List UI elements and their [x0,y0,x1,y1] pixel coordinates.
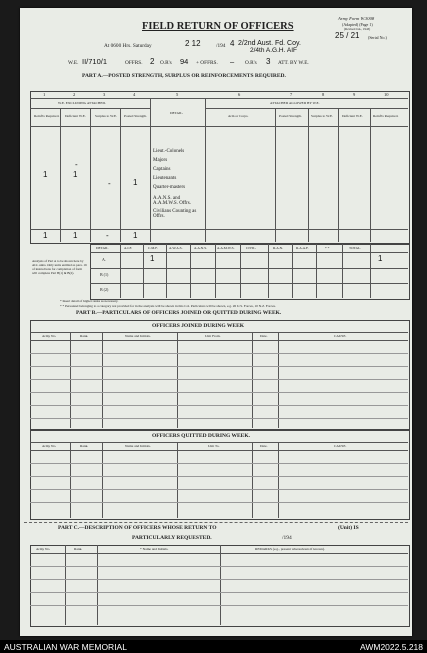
col-deficient-left: Deficient W.E. [65,114,86,118]
archive-footer [0,640,427,653]
col-num-10: 10 [384,92,389,97]
total-col3: - [106,231,109,240]
joined-col-name: Name and Initials. [125,334,151,338]
quit-col-cause: CAUSE. [334,444,347,448]
quitted-title: OFFICERS QUITTED DURING WEEK. [152,433,250,439]
an-col-ran: R.A.N. [273,246,284,250]
hw-col3: - [108,179,111,188]
an-row-a: A. [102,257,106,262]
note-1: * Insert detail of higher ranks as necessary. [60,299,119,303]
footer-institution: AUSTRALIAN WAR MEMORIAL [4,642,127,652]
col-num-9: 9 [353,92,356,97]
col-surplus-left: Surplus to W.E. [95,114,117,118]
hw-col1: 1 [43,170,48,179]
col-reinf-right: Reinf'ts Required. [373,114,399,118]
joined-col-cause: CAUSE. [334,334,347,338]
c-col-name: * Name and Initials. [140,547,169,551]
col-num-7: 7 [290,92,293,97]
col-deficient-right: Deficient W.E. [342,114,363,118]
col-posted-left: Posted Strength. [124,114,147,118]
note-2: * * Personnel belonging to a category not provided for in the analysis will be shown in this Col. Particulars will be shown, e.g. 26 U.S. Forces, 10 N.Z. Forces. [60,304,276,308]
offrs-label: OFFRS. [125,60,143,66]
total-col2: 1 [73,231,78,240]
total-col1: 1 [43,231,48,240]
rank-lt-col: Lieut.-Colonels [153,149,185,154]
c-col-armyno: Army No. [36,547,51,551]
joined-col-unit: Unit From. [205,334,221,338]
col-num-8: 8 [322,92,325,97]
plus-offrs-label: + OFFRS. [196,60,218,66]
an-col-other: * * [325,246,330,250]
plus-ors-label: O.R's [245,60,257,66]
col-num-2: 2 [73,92,76,97]
part-c-title-3: PARTICULARLY REQUESTED. [132,535,212,541]
joined-title: OFFICERS JOINED DURING WEEK [152,323,245,329]
an-col-aamws: A.A.M.W.S. [217,246,235,250]
rank-civilians: Civilians Counting as Offrs. [153,209,197,219]
col-num-1: 1 [43,92,46,97]
an-col-total: TOTAL. [349,246,362,250]
ors-handwritten: 94 [180,57,189,66]
unit-handwritten-1: 2/2nd Aust. Fd. Coy. [238,40,301,47]
form-ref-2: (Adapted) (Page 1) [342,22,373,27]
unit-handwritten-2: 2/4th A.G.H. AIF [250,47,297,54]
rank-qm: Quarter-masters [153,185,186,190]
part-c-title-2: (Unit) IS [338,525,359,531]
we-excluding-header: W.E. EXCLUDING ATTACHED. [58,101,106,105]
c-col-remarks: REMARKS (e.g., present whereabouts if known). [255,547,325,551]
year-prefix: /194 [216,43,226,49]
form-title: FIELD RETURN OF OFFICERS [142,21,294,32]
footer-accession: AWM2022.5.218 [360,642,423,652]
joined-col-date: Date. [260,334,268,338]
col-num-4: 4 [133,92,136,97]
part-a-title: PART A.—POSTED STRENGTH, SURPLUS OR REINFORCEMENTS REQUIRED. [82,73,286,79]
form-page [20,8,412,636]
col-reinf-left: Reinf'ts Required. [34,114,60,118]
col-num-3: 3 [103,92,106,97]
quit-col-name: Name and Initials. [125,444,151,448]
we-handwritten: II/710/1 [82,57,108,66]
attached-allowed-header: ATTACHED ALLOWED BY W.E. [270,101,320,105]
year-handwritten: 4 [230,39,235,48]
rank-majors: Majors [153,158,168,163]
form-ref-1: Army Form W.3008 [338,16,375,21]
rank-lieutenants: Lieutenants [153,176,177,181]
rank-captains: Captains [153,167,171,172]
col-arm-corps: Arm or Corps. [228,114,249,118]
joined-col-armyno: Army No. [42,334,57,338]
we-label: W.E. [68,60,79,66]
date-handwritten: 2 12 [185,39,201,48]
hw-col2-dash: - [75,160,78,169]
analysis-note: Analysis of Part A to be shown here by ALL units. Only units entitled as para. 16 of instructions for completion of form will complete Part B(1) & B(2). [32,259,87,275]
col-num-6: 6 [238,92,241,97]
form-ref-3: (Revised Jan., 1943) [344,27,371,31]
quit-col-rank: Rank. [80,444,89,448]
quit-col-date: Date. [260,444,268,448]
col-surplus-right: Surplus to W.E. [311,114,333,118]
part-c-title-1: PART C.—DESCRIPTION OF OFFICERS WHOSE RETURN TO [58,525,217,531]
an-col-aif: A.I.F. [124,246,132,250]
ors-label: O.R's [160,60,172,66]
hw-col4: 1 [133,178,138,187]
part-c-date: /194 [282,535,292,541]
an-col-cmf: C.M.F. [148,246,158,250]
rank-aans: A.A.N.S. and A.A.M.W.S. Offrs. [153,196,191,206]
an-row-b1: B (1) [100,272,109,277]
an-row-b2: B (2) [100,287,109,292]
an-col-detail: DETAIL [96,246,109,250]
col-posted-right: Posted Strength. [279,114,302,118]
an-total-handwritten: 1 [378,254,383,263]
plus-offrs-handwritten: – [230,57,235,66]
col-num-5: 5 [176,92,179,97]
plus-ors-handwritten: 3 [266,57,271,66]
total-col4: 1 [133,231,138,240]
quit-col-unit: Unit To. [208,444,220,448]
an-col-awas: A.W.A.S. [169,246,183,250]
quit-col-armyno: Army No. [42,444,57,448]
part-b-title: PART B.—PARTICULARS OF OFFICERS JOINED OR QUITTED DURING WEEK. [76,310,282,316]
joined-col-rank: Rank. [80,334,89,338]
detail-header: DETAIL. [170,111,184,115]
an-col-raaf: R.A.A.F. [296,246,309,250]
serial-handwritten: 25 / 21 [335,31,360,40]
an-col-civil: CIVIL. [246,246,257,250]
hw-col2: 1 [73,170,78,179]
c-col-rank: Rank. [74,547,83,551]
offrs-handwritten: 2 [150,57,155,66]
an-col-aans: A.A.N.S. [194,246,208,250]
an-aif-handwritten: 1 [150,254,155,263]
serial-label: (Serial No.) [368,35,387,40]
at-hours-label: At 0600 Hrs. Saturday [104,43,152,49]
att-label: ATT. BY W.E. [278,60,309,66]
